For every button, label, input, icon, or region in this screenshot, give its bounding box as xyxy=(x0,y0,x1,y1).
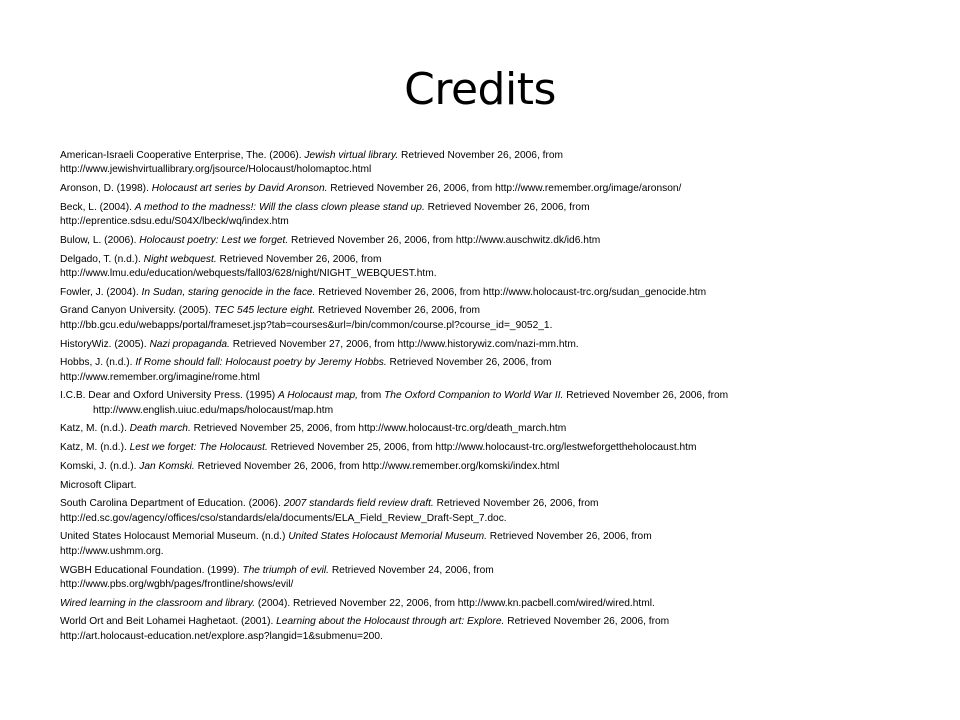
reference-text: http://ed.sc.gov/agency/offices/cso/standards/ela/documents/ELA_Field_Review_Draft-Sept_7.doc. xyxy=(60,512,507,524)
reference-citation-line xyxy=(60,479,940,493)
reference-citation-line xyxy=(60,234,940,248)
reference-citation-line xyxy=(60,389,940,403)
reference-title-italic: Wired learning in the classroom and library. xyxy=(60,597,256,609)
reference-citation-line xyxy=(60,564,940,578)
reference-text: http://www.remember.org/imagine/rome.html xyxy=(60,371,260,383)
reference-citation-line xyxy=(60,497,940,511)
reference-citation-line xyxy=(60,441,940,455)
reference-text: Retrieved November 26, 2006, from http://www.holocaust-trc.org/sudan_genocide.htm xyxy=(315,286,707,298)
reference-entry xyxy=(60,564,940,593)
reference-title-italic: The Oxford Companion to World War II. xyxy=(384,390,564,402)
reference-url-line xyxy=(60,630,940,644)
reference-text: Katz, M. (n.d.). xyxy=(60,442,130,454)
reference-title-italic: TEC 545 lecture eight. xyxy=(213,305,316,317)
reference-entry xyxy=(60,597,940,611)
reference-citation-line xyxy=(60,338,940,352)
reference-text: Bulow, L. (2006). xyxy=(60,234,140,246)
reference-url-line xyxy=(60,163,940,177)
reference-url-line xyxy=(60,578,940,592)
reference-text: Delgado, T. (n.d.). xyxy=(60,253,144,265)
reference-text: Retrieved November 25, 2006, from http://www.holocaust-trc.org/lestweforgettheholocaust.htm xyxy=(267,442,697,454)
reference-title-italic: Death march. xyxy=(129,423,191,435)
reference-entry xyxy=(60,338,940,352)
reference-text: Retrieved November 26, 2006, from xyxy=(433,498,599,510)
reference-citation-line xyxy=(60,201,940,215)
reference-title-italic: United States Holocaust Memorial Museum. xyxy=(288,531,487,543)
reference-entry xyxy=(60,389,940,418)
reference-title-italic: The triumph of evil. xyxy=(242,564,329,576)
reference-entry xyxy=(60,253,940,282)
reference-title-italic: Nazi propaganda. xyxy=(149,338,230,350)
reference-text: Fowler, J. (2004). xyxy=(60,286,142,298)
reference-text: Retrieved November 26, 2006, from xyxy=(398,150,563,161)
reference-entry xyxy=(60,615,940,644)
reference-url-line xyxy=(60,371,940,385)
reference-text: South Carolina Department of Education. (2006). xyxy=(60,498,284,510)
reference-text: http://www.jewishvirtuallibrary.org/jsource/Holocaust/holomaptoc.html xyxy=(60,164,372,176)
reference-citation-line xyxy=(60,356,940,370)
reference-text: Microsoft Clipart. xyxy=(60,479,137,491)
reference-text: Beck, L. (2004). xyxy=(60,201,135,213)
reference-text: Komski, J. (n.d.). xyxy=(60,460,140,472)
reference-text: http://www.pbs.org/wgbh/pages/frontline/shows/evil/ xyxy=(60,578,294,590)
reference-url-line xyxy=(60,512,940,526)
reference-citation-line xyxy=(60,530,940,544)
reference-entry xyxy=(60,422,940,436)
reference-text: Retrieved November 26, 2006, from xyxy=(216,253,382,265)
reference-title-italic: If Rome should fall: Holocaust poetry by Jeremy Hobbs. xyxy=(135,357,387,369)
reference-text: Retrieved November 26, 2006, from xyxy=(315,305,480,317)
reference-text: WGBH Educational Foundation. (1999). xyxy=(60,564,243,576)
reference-text: Retrieved November 27, 2006, from http://www.historywiz.com/nazi-mm.htm. xyxy=(229,338,579,350)
reference-title-italic: A method to the madness!: Will the class clown please stand up. xyxy=(134,201,425,213)
reference-title-italic: Jan Komski. xyxy=(139,460,195,472)
reference-text: http://www.ushmm.org. xyxy=(60,545,164,557)
reference-title-italic: Holocaust art series by David Aronson. xyxy=(151,183,328,195)
reference-entry xyxy=(60,356,940,385)
reference-text: United States Holocaust Memorial Museum. (n.d.) xyxy=(60,531,289,543)
reference-text: Retrieved November 26, 2006, from http://www.auschwitz.dk/id6.htm xyxy=(288,234,601,246)
reference-entry xyxy=(60,441,940,455)
reference-entry xyxy=(60,286,940,300)
reference-entry xyxy=(60,530,940,559)
reference-citation-line xyxy=(60,182,940,196)
reference-citation-line xyxy=(60,286,940,300)
reference-entry xyxy=(60,182,940,196)
reference-citation-line xyxy=(60,422,940,436)
reference-text: (2004). Retrieved November 22, 2006, from http://www.kn.pacbell.com/wired/wired.html. xyxy=(255,597,655,609)
reference-entry xyxy=(60,149,940,178)
reference-url-line xyxy=(60,545,940,559)
reference-text: http://art.holocaust-education.net/explore.asp?langid=1&submenu=200. xyxy=(60,630,383,642)
reference-text: Retrieved November 26, 2006, from xyxy=(563,390,729,402)
reference-citation-line xyxy=(60,304,940,318)
reference-text: from xyxy=(358,390,385,402)
reference-text: American-Israeli Cooperative Enterprise, The. (2006). xyxy=(60,150,305,161)
reference-text: Grand Canyon University. (2005). xyxy=(60,305,214,317)
reference-entry xyxy=(60,304,940,333)
reference-text: Retrieved November 24, 2006, from xyxy=(328,564,494,576)
reference-entry xyxy=(60,479,940,493)
reference-url-line xyxy=(60,319,940,333)
reference-list xyxy=(60,149,940,648)
reference-text: Retrieved November 26, 2006, from xyxy=(386,357,552,369)
reference-entry xyxy=(60,460,940,474)
reference-text: Aronson, D. (1998). xyxy=(60,183,152,195)
reference-title-italic: In Sudan, staring genocide in the face. xyxy=(141,286,316,298)
reference-entry xyxy=(60,497,940,526)
reference-title-italic: Lest we forget: The Holocaust. xyxy=(129,442,268,454)
reference-text: Retrieved November 26, 2006, from http://www.remember.org/image/aronson/ xyxy=(327,183,682,195)
reference-citation-line xyxy=(60,460,940,474)
reference-text: Retrieved November 26, 2006, from xyxy=(504,616,670,628)
reference-entry xyxy=(60,234,940,248)
reference-title-italic: Learning about the Holocaust through art: Explore. xyxy=(276,616,505,628)
reference-entry xyxy=(60,201,940,230)
reference-text: Katz, M. (n.d.). xyxy=(60,423,130,435)
reference-title-italic: Holocaust poetry: Lest we forget. xyxy=(139,234,289,246)
reference-text: http://www.english.uiuc.edu/maps/holocaust/map.htm xyxy=(93,404,334,416)
reference-citation-line xyxy=(60,615,940,629)
reference-text: I.C.B. Dear and Oxford University Press. (1995) xyxy=(60,390,278,402)
reference-text: http://www.lmu.edu/education/webquests/fall03/628/night/NIGHT_WEBQUEST.htm. xyxy=(60,268,437,280)
reference-text: Retrieved November 25, 2006, from http://www.holocaust-trc.org/death_march.htm xyxy=(190,423,567,435)
slide-title: Credits xyxy=(404,64,556,115)
reference-citation-line xyxy=(60,149,940,163)
reference-text: http://bb.gcu.edu/webapps/portal/frameset.jsp?tab=courses&url=/bin/common/course.pl?course_id=_9052_1. xyxy=(60,319,553,331)
reference-text: World Ort and Beit Lohamei Haghetaot. (2001). xyxy=(60,616,277,628)
reference-text: Hobbs, J. (n.d.). xyxy=(60,357,136,369)
reference-title-italic: 2007 standards field review draft. xyxy=(283,498,434,510)
reference-url-line xyxy=(60,267,940,281)
reference-title-italic: A Holocaust map, xyxy=(277,390,359,402)
reference-citation-line xyxy=(60,597,940,611)
reference-text: HistoryWiz. (2005). xyxy=(60,338,150,350)
reference-text: Retrieved November 26, 2006, from xyxy=(486,531,652,543)
reference-url-line xyxy=(60,404,940,418)
reference-title-italic: Jewish virtual library. xyxy=(304,150,399,161)
reference-title-italic: Night webquest. xyxy=(143,253,217,265)
reference-text: http://eprentice.sdsu.edu/S04X/lbeck/wq/index.htm xyxy=(60,216,289,228)
reference-text: Retrieved November 26, 2006, from http://www.remember.org/komski/index.html xyxy=(194,460,560,472)
reference-url-line xyxy=(60,215,940,229)
reference-text: Retrieved November 26, 2006, from xyxy=(424,201,590,213)
reference-citation-line xyxy=(60,253,940,267)
